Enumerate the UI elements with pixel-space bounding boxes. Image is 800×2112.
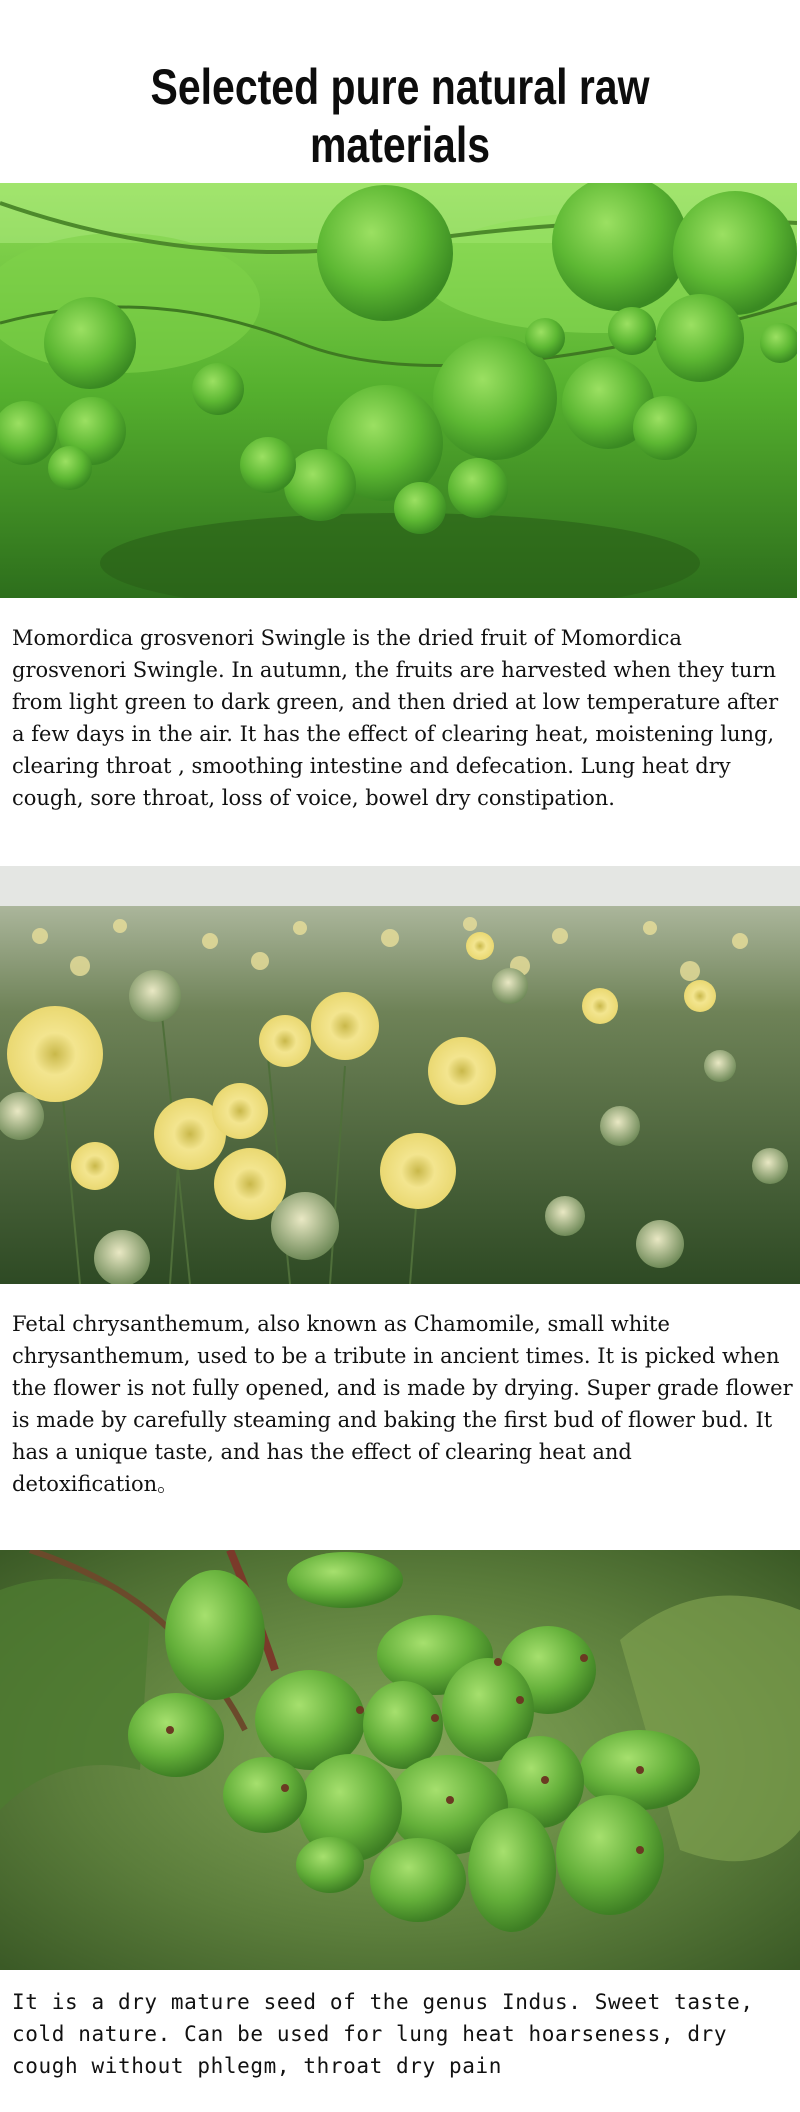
page-title: Selected pure natural raw materials (150, 59, 650, 173)
luo-han-guo-description: Momordica grosvenori Swingle is the dried fruit of Momordica grosvenori Swingle. In autumn, the fruits are harvested when they turn from light green to dark green, and then dried at low temperature after a few days in the air. It has the effect of clearing heat, moistening lung, clearing throat , smoothing intestine and defecation. Lung heat dry cough, sore throat, loss of voice, bowel dry constipation. (12, 626, 779, 810)
chrysanthemum-field-photo (0, 866, 800, 1284)
green-olive-cluster-photo (0, 1550, 800, 1970)
luo-han-guo-fruit-photo (0, 183, 797, 598)
olive-seed-description: It is a dry mature seed of the genus Indus. Sweet taste, cold nature. Can be used for lung heat hoarseness, dry cough without phlegm, throat dry pain (12, 1990, 754, 2078)
chrysanthemum-description: Fetal chrysanthemum, also known as Chamomile, small white chrysanthemum, used to be a tribute in ancient times. It is picked when the flower is not fully opened, and is made by drying. Super grade flower is made by carefully steaming and baking the first bud of flower bud. It has a unique taste, and has the effect of clearing heat and detoxification。 (12, 1312, 793, 1496)
